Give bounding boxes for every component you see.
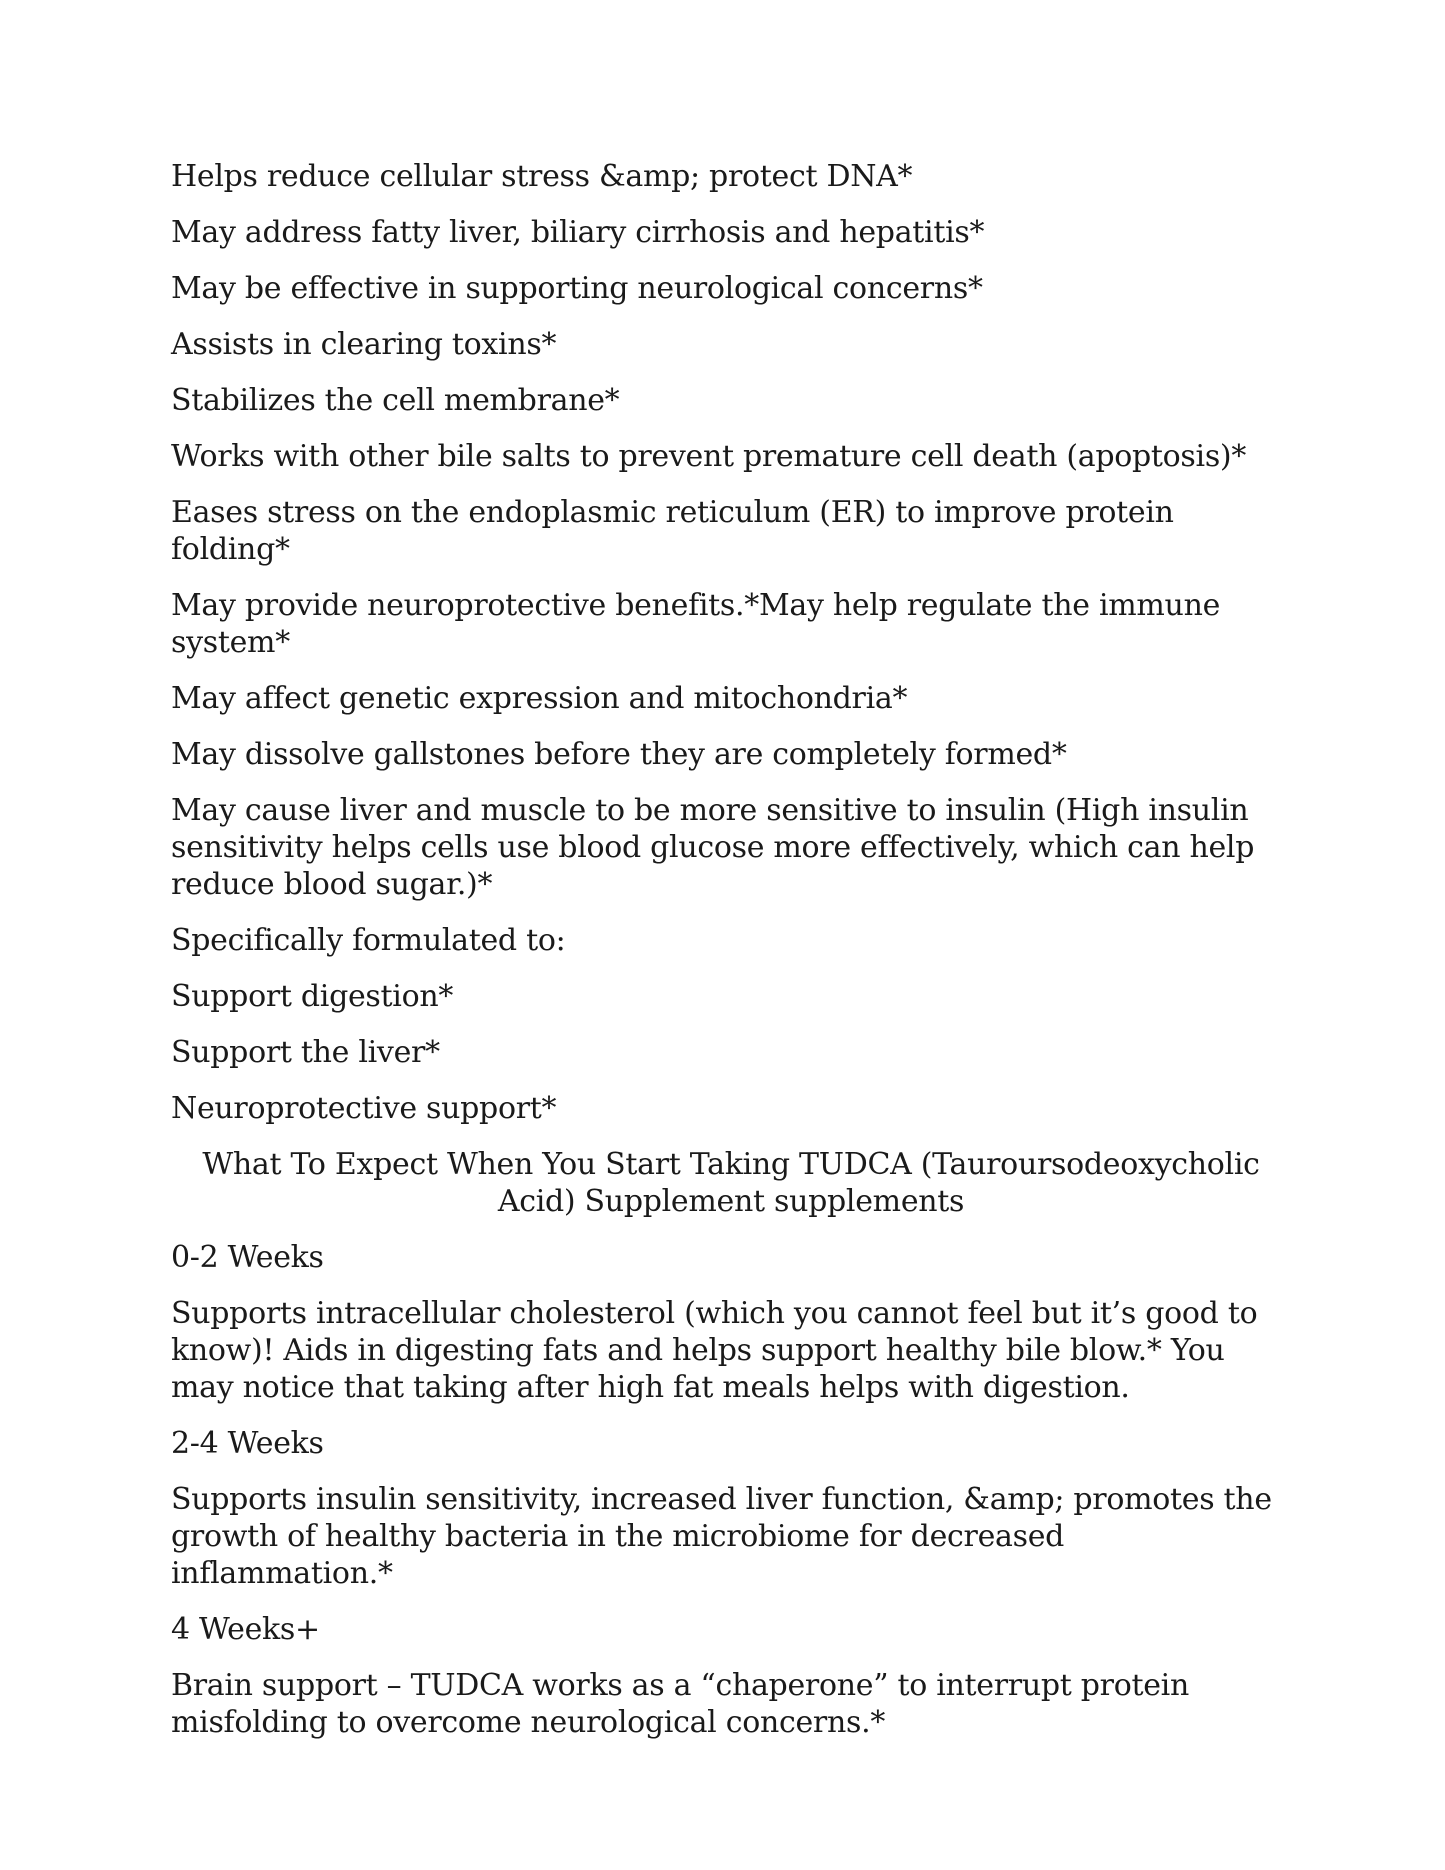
benefit-item: Stabilizes the cell membrane*	[171, 383, 620, 418]
formulated-intro: Specifically formulated to:	[171, 923, 566, 958]
benefit-item: May provide neuroprotective benefits.*May help regulate the immune system*	[171, 588, 1221, 660]
stage-text: Supports intracellular cholesterol (which you cannot feel but it’s good to know)! Aids in digesting fats and helps support healthy bile blow.* You may notice that taking after high fat meals helps with digestion.	[171, 1296, 1258, 1405]
stage-title: 4 Weeks+	[171, 1612, 320, 1647]
benefit-item: May affect genetic expression and mitochondria*	[171, 681, 908, 716]
stage-text: Supports insulin sensitivity, increased liver function, &amp; promotes the growth of healthy bacteria in the microbiome for decreased inflammation.*	[171, 1482, 1272, 1591]
expect-heading: What To Expect When You Start Taking TUDCA (Tauroursodeoxycholic Acid) Supplement supplements	[202, 1147, 1260, 1219]
benefit-item: May dissolve gallstones before they are completely formed*	[171, 737, 1067, 772]
benefit-item: Eases stress on the endoplasmic reticulum (ER) to improve protein folding*	[171, 495, 1174, 567]
stage-text: Brain support – TUDCA works as a “chaperone” to interrupt protein misfolding to overcome neurological concerns.*	[171, 1668, 1189, 1740]
formulated-item: Support the liver*	[171, 1035, 440, 1070]
stage-title: 2-4 Weeks	[171, 1426, 324, 1461]
benefit-item: May be effective in supporting neurological concerns*	[171, 271, 983, 306]
benefit-item: Assists in clearing toxins*	[171, 327, 557, 362]
document-body	[171, 158, 1291, 1760]
benefit-item: May address fatty liver, biliary cirrhosis and hepatitis*	[171, 215, 985, 250]
benefit-item: Helps reduce cellular stress &amp; protect DNA*	[171, 159, 913, 194]
stage-title: 0-2 Weeks	[171, 1240, 324, 1275]
benefit-item: Works with other bile salts to prevent premature cell death (apoptosis)*	[171, 439, 1247, 474]
formulated-item: Support digestion*	[171, 979, 454, 1014]
formulated-item: Neuroprotective support*	[171, 1091, 557, 1126]
benefit-item: May cause liver and muscle to be more sensitive to insulin (High insulin sensitivity helps cells use blood glucose more effectively, which can help reduce blood sugar.)*	[171, 793, 1255, 902]
